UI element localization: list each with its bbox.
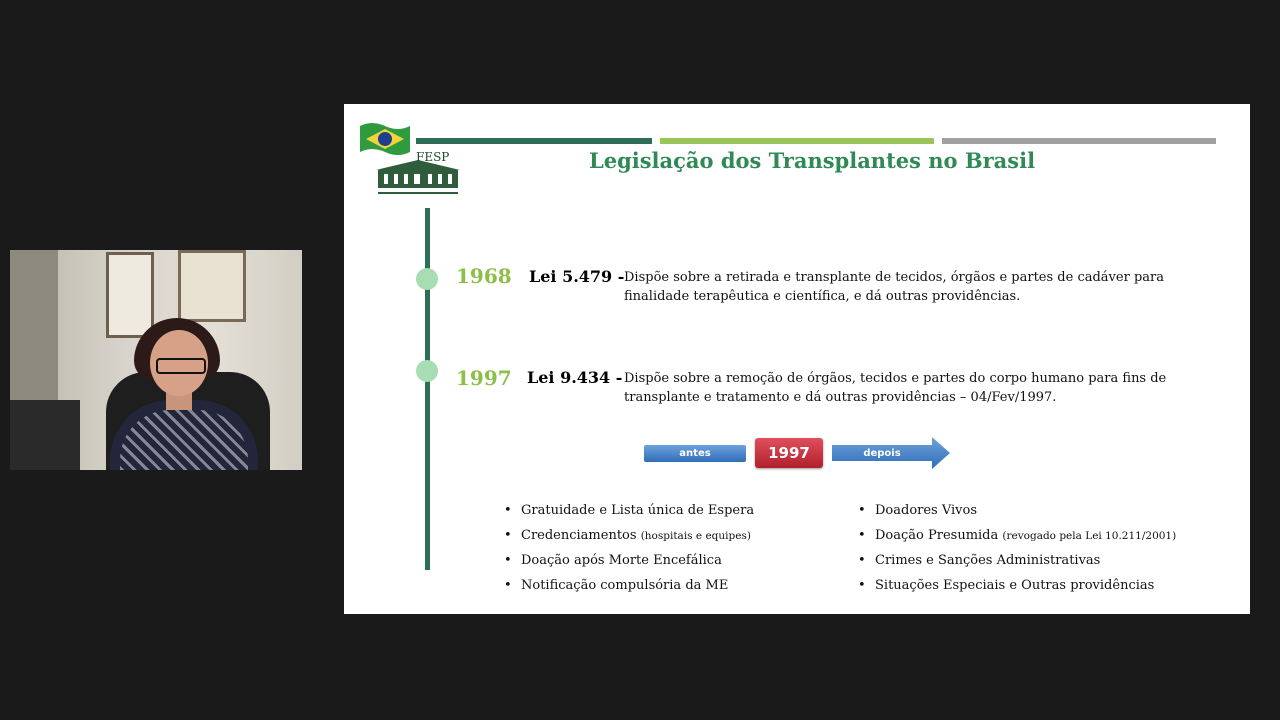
entry-year: 1968: [456, 264, 512, 288]
entry-year: 1997: [456, 366, 512, 390]
header-bar-gray: [942, 138, 1216, 144]
timeline-dot: [416, 268, 438, 290]
after-topics-list: [858, 501, 1176, 601]
before-label: antes: [644, 445, 746, 462]
timeline-dot: [416, 360, 438, 382]
slide-title: Legislação dos Transplantes no Brasil: [588, 148, 1036, 173]
list-item-note: (revogado pela Lei 10.211/2001): [1002, 530, 1177, 542]
header-bar-lightgreen: [660, 138, 934, 144]
entry-description: Dispõe sobre a retirada e transplante de tecidos, órgãos e partes de cadáver para finalidade terapêutica e científica, e dá outras providências.: [624, 270, 1164, 304]
list-item: • Doação após Morte Encefálica: [504, 551, 754, 576]
participant-video-tile[interactable]: [10, 250, 302, 470]
header-bar-green: [416, 138, 652, 144]
before-topics-list: [504, 501, 754, 601]
video-wall-frame: [178, 250, 246, 322]
year-badge: 1997: [755, 438, 823, 468]
shared-presentation-slide: [344, 104, 1250, 614]
list-item: • Doadores Vivos: [858, 501, 1176, 526]
entry-description: Dispõe sobre a remoção de órgãos, tecidos e partes do corpo humano para fins de transplante e tratamento e dá outras providências – 04/Fev/1997.: [624, 371, 1167, 405]
list-item: • Crimes e Sanções Administrativas: [858, 551, 1176, 576]
timeline-line: [425, 208, 430, 570]
video-wall-frame: [106, 252, 154, 338]
list-item: • Credenciamentos (hospitais e equipes): [504, 526, 754, 551]
after-label: depois: [863, 448, 901, 459]
video-person-glasses: [156, 358, 206, 374]
entry-law: Lei 9.434 -: [527, 368, 623, 387]
entry-law: Lei 5.479 -: [529, 267, 625, 286]
list-item: • Doação Presumida (revogado pela Lei 10.211/2001): [858, 526, 1176, 551]
video-desk: [10, 400, 80, 470]
list-item: • Gratuidade e Lista única de Espera: [504, 501, 754, 526]
university-logo-text: FESP: [416, 150, 450, 164]
list-item-note: (hospitais e equipes): [640, 530, 751, 542]
list-item: • Situações Especiais e Outras providências: [858, 576, 1176, 601]
list-item: • Notificação compulsória da ME: [504, 576, 754, 601]
